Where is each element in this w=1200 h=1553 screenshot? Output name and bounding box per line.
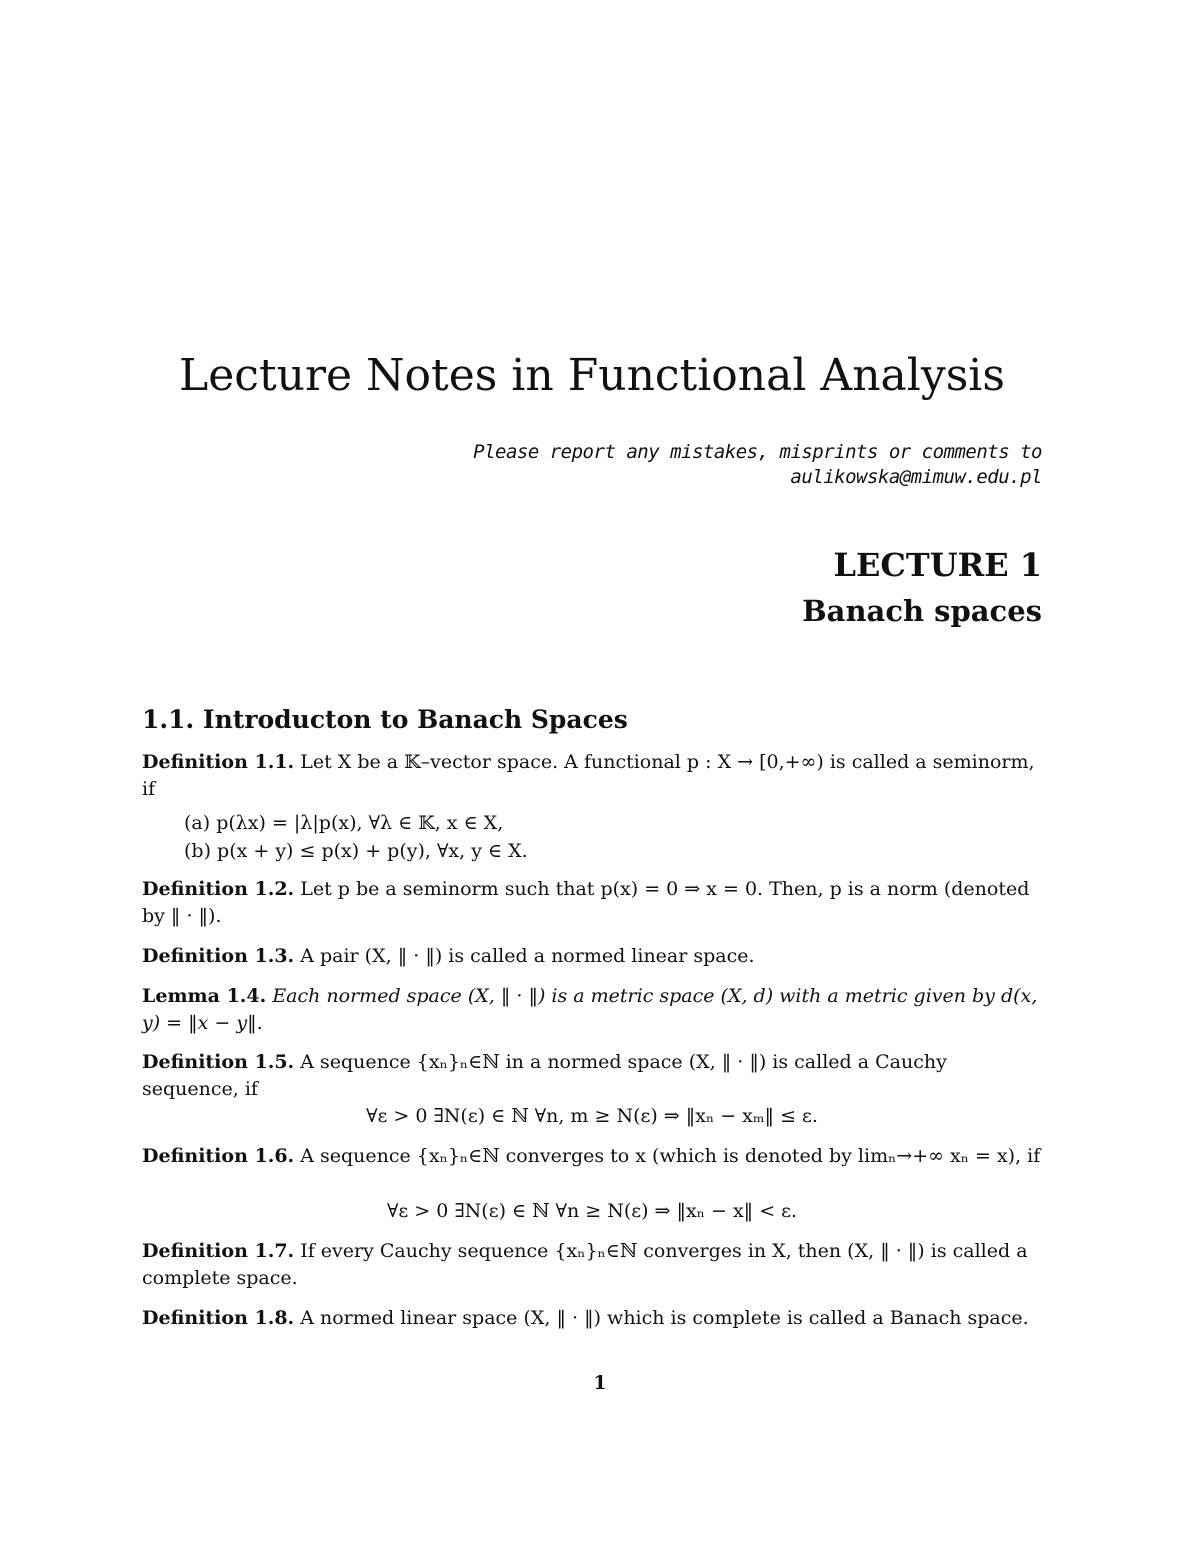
definition-1-5 bbox=[142, 1049, 1042, 1103]
block-text: Let p be a seminorm such that p(x) = 0 ⇒ x = 0. Then, p is a norm (denoted by ‖ · ‖). bbox=[142, 878, 1030, 927]
page-number: 1 bbox=[593, 1372, 607, 1394]
convergence-formula: ∀ε > 0 ∃N(ε) ∈ ℕ ∀n ≥ N(ε) ⇒ ‖xₙ − x‖ < ε. bbox=[386, 1200, 798, 1222]
block-label: Definition 1.5. bbox=[142, 1051, 295, 1073]
block-label: Definition 1.3. bbox=[142, 945, 295, 967]
seminorm-condition-b bbox=[184, 838, 528, 865]
block-text: If every Cauchy sequence {xₙ}ₙ∈ℕ converges in X, then (X, ‖ · ‖) is called a complete space. bbox=[142, 1240, 1028, 1289]
definition-1-1 bbox=[142, 749, 1042, 803]
lecture-title: Banach spaces bbox=[802, 594, 1042, 628]
block-label: Definition 1.6. bbox=[142, 1145, 295, 1167]
block-text: A pair (X, ‖ · ‖) is called a normed linear space. bbox=[300, 945, 755, 967]
report-note-line: Please report any mistakes, misprints or comments to bbox=[473, 441, 1042, 463]
section-heading: 1.1. Introducton to Banach Spaces bbox=[142, 705, 628, 734]
block-label: Lemma 1.4. bbox=[142, 985, 267, 1007]
block-label: Definition 1.7. bbox=[142, 1240, 295, 1262]
condition-text: (a) p(λx) = |λ|p(x), ∀λ ∈ 𝕂, x ∈ X, bbox=[184, 812, 504, 834]
definition-1-6 bbox=[142, 1143, 1042, 1170]
block-label: Definition 1.1. bbox=[142, 751, 295, 773]
block-text: A normed linear space (X, ‖ · ‖) which is complete is called a Banach space. bbox=[300, 1307, 1029, 1329]
seminorm-condition-a bbox=[184, 810, 503, 837]
definition-1-8 bbox=[142, 1305, 1042, 1332]
lemma-1-4 bbox=[142, 983, 1042, 1037]
block-label: Definition 1.2. bbox=[142, 878, 295, 900]
definition-1-3 bbox=[142, 943, 1042, 970]
lecture-label: LECTURE 1 bbox=[833, 546, 1042, 584]
cauchy-condition-formula: ∀ε > 0 ∃N(ε) ∈ ℕ ∀n, m ≥ N(ε) ⇒ ‖xₙ − xₘ‖ ≤ ε. bbox=[366, 1105, 818, 1127]
block-text: A sequence {xₙ}ₙ∈ℕ converges to x (which is denoted by limₙ→+∞ xₙ = x), if bbox=[300, 1145, 1041, 1167]
condition-text: (b) p(x + y) ≤ p(x) + p(y), ∀x, y ∈ X. bbox=[184, 840, 528, 862]
block-label: Definition 1.8. bbox=[142, 1307, 295, 1329]
contact-email: aulikowska@mimuw.edu.pl bbox=[790, 466, 1042, 488]
block-text: Each normed space (X, ‖ · ‖) is a metric space (X, d) with a metric given by d(x, y) = ‖x − y‖. bbox=[142, 985, 1038, 1034]
definition-1-7 bbox=[142, 1238, 1042, 1292]
definition-1-2 bbox=[142, 876, 1042, 930]
report-note bbox=[473, 440, 1042, 490]
block-text: Let X be a 𝕂–vector space. A functional p : X → [0,+∞) is called a seminorm, if bbox=[142, 751, 1035, 800]
block-text: A sequence {xₙ}ₙ∈ℕ in a normed space (X, ‖ · ‖) is called a Cauchy sequence, if bbox=[142, 1051, 947, 1100]
document-title: Lecture Notes in Functional Analysis bbox=[179, 350, 1005, 401]
